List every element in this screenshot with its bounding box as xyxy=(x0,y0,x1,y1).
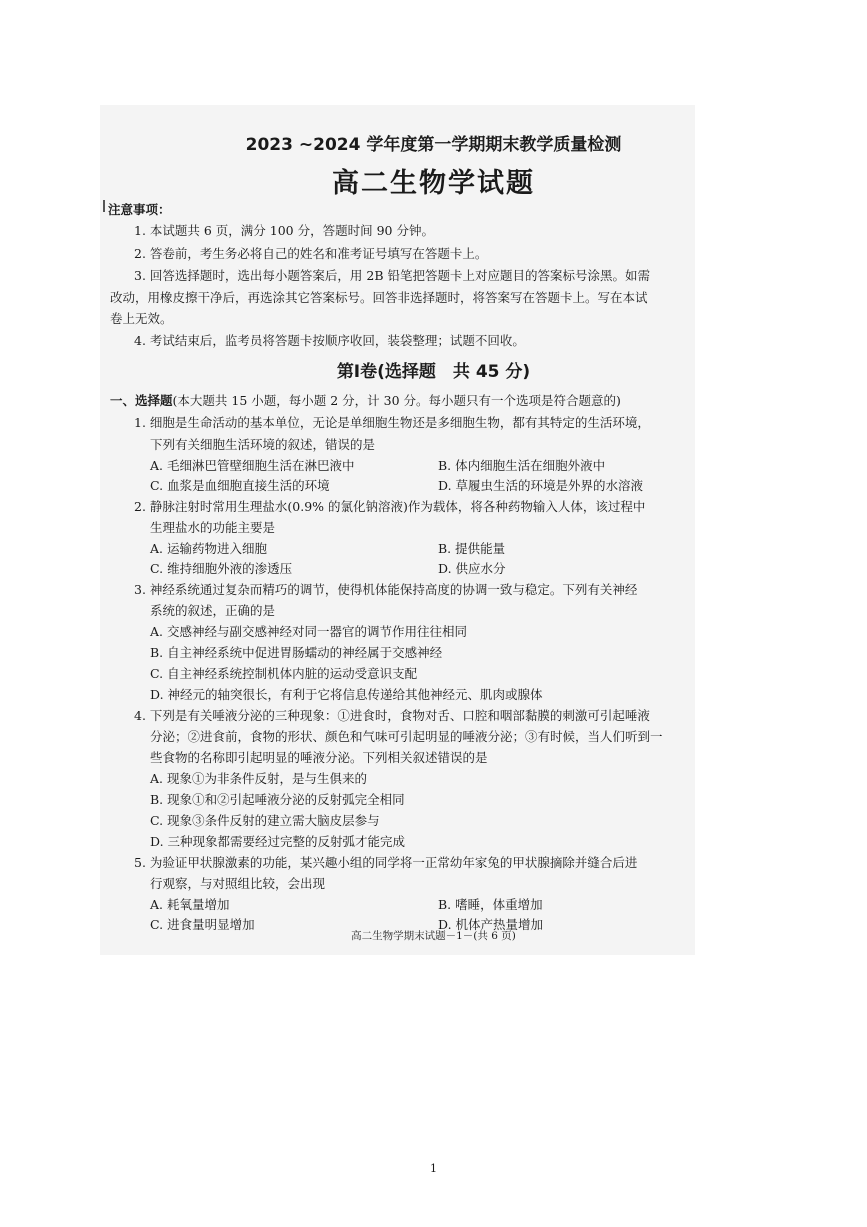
question-1-stem: 下列有关细胞生活环境的叙述，错误的是 xyxy=(150,437,376,452)
question-3-stem: 3. 神经系统通过复杂而精巧的调节，使得机体能保持高度的协调一致与稳定。下列有关神经 xyxy=(134,582,638,597)
option-c: C. 维持细胞外液的渗透压 xyxy=(150,561,293,576)
part-description: (本大题共 15 小题，每小题 2 分，计 30 分。每小题只有一个选项是符合题意的) xyxy=(172,393,621,408)
option-b: B. 现象①和②引起唾液分泌的反射弧完全相同 xyxy=(150,792,405,807)
option-a: A. 毛细淋巴管壁细胞生活在淋巴液中 xyxy=(150,458,355,473)
scan-edge-mark xyxy=(103,200,105,212)
option-a: A. 现象①为非条件反射，是与生俱来的 xyxy=(150,771,367,786)
note-line: 4. 考试结束后，监考员将答题卡按顺序收回，装袋整理；试题不回收。 xyxy=(134,333,525,348)
note-line: 卷上无效。 xyxy=(110,311,173,326)
option-d: D. 神经元的轴突很长，有利于它将信息传递给其他神经元、肌肉或腺体 xyxy=(150,687,543,702)
option-a: A. 交感神经与副交感神经对同一器官的调节作用往往相同 xyxy=(150,624,467,639)
question-1-stem: 1. 细胞是生命活动的基本单位，无论是单细胞生物还是多细胞生物，都有其特定的生活环境， xyxy=(134,415,650,430)
option-c: C. 自主神经系统控制机体内脏的运动受意识支配 xyxy=(150,666,418,681)
question-4-stem: 些食物的名称即引起明显的唾液分泌。下列相关叙述错误的是 xyxy=(150,750,488,765)
option-b: B. 自主神经系统中促进胃肠蠕动的神经属于交感神经 xyxy=(150,645,443,660)
note-line: 3. 回答选择题时，选出每小题答案后，用 2B 铅笔把答题卡上对应题目的答案标号涂黑。如需 xyxy=(134,268,650,283)
question-4-stem: 分泌；②进食前，食物的形状、颜色和气味可引起明显的唾液分泌；③有时候，当人们听到一 xyxy=(150,729,663,744)
part-label: 一、选择题 xyxy=(110,393,173,408)
option-c: C. 现象③条件反射的建立需大脑皮层参与 xyxy=(150,813,380,828)
page-footer: 高二生物学期末试题－1－(共 6 页) xyxy=(351,930,516,942)
note-line: 2. 答卷前，考生务必将自己的姓名和准考证号填写在答题卡上。 xyxy=(134,246,488,261)
option-b: B. 提供能量 xyxy=(438,541,506,556)
option-b: B. 嗜睡，体重增加 xyxy=(438,897,543,912)
part-instructions xyxy=(110,393,621,409)
option-d: D. 草履虫生活的环境是外界的水溶液 xyxy=(438,478,644,493)
page-number: 1 xyxy=(430,1162,437,1175)
note-line: 1. 本试题共 6 页，满分 100 分，答题时间 90 分钟。 xyxy=(134,223,434,238)
note-line: 改动，用橡皮擦干净后，再选涂其它答案标号。回答非选择题时，将答案写在答题卡上。写在本试 xyxy=(110,290,648,305)
question-2-stem: 生理盐水的功能主要是 xyxy=(150,520,276,535)
option-d: D. 机体产热量增加 xyxy=(438,917,544,932)
option-d: D. 三种现象都需要经过完整的反射弧才能完成 xyxy=(150,834,406,849)
option-d: D. 供应水分 xyxy=(438,561,506,576)
question-5-stem: 行观察，与对照组比较，会出现 xyxy=(150,876,326,891)
option-a: A. 运输药物进入细胞 xyxy=(150,541,267,556)
option-c: C. 进食量明显增加 xyxy=(150,917,255,932)
option-a: A. 耗氧量增加 xyxy=(150,897,230,912)
subject-title: 高二生物学试题 xyxy=(332,168,535,199)
exam-title: 2023 ~2024 学年度第一学期期末教学质量检测 xyxy=(245,135,622,155)
question-4-stem: 4. 下列是有关唾液分泌的三种现象：①进食时，食物对舌、口腔和咽部黏膜的刺激可引起唾液 xyxy=(134,708,650,723)
option-b: B. 体内细胞生活在细胞外液中 xyxy=(438,458,606,473)
section-title: 第Ⅰ卷(选择题 共 45 分) xyxy=(336,362,531,382)
question-5-stem: 5. 为验证甲状腺激素的功能，某兴趣小组的同学将一正常幼年家兔的甲状腺摘除并缝合后进 xyxy=(134,855,638,870)
option-c: C. 血浆是血细胞直接生活的环境 xyxy=(150,478,330,493)
notes-heading: 注意事项： xyxy=(108,202,171,217)
question-3-stem: 系统的叙述，正确的是 xyxy=(150,603,276,618)
question-2-stem: 2. 静脉注射时常用生理盐水(0.9% 的氯化钠溶液)作为载体，将各种药物输入人体，该过程中 xyxy=(134,499,646,514)
